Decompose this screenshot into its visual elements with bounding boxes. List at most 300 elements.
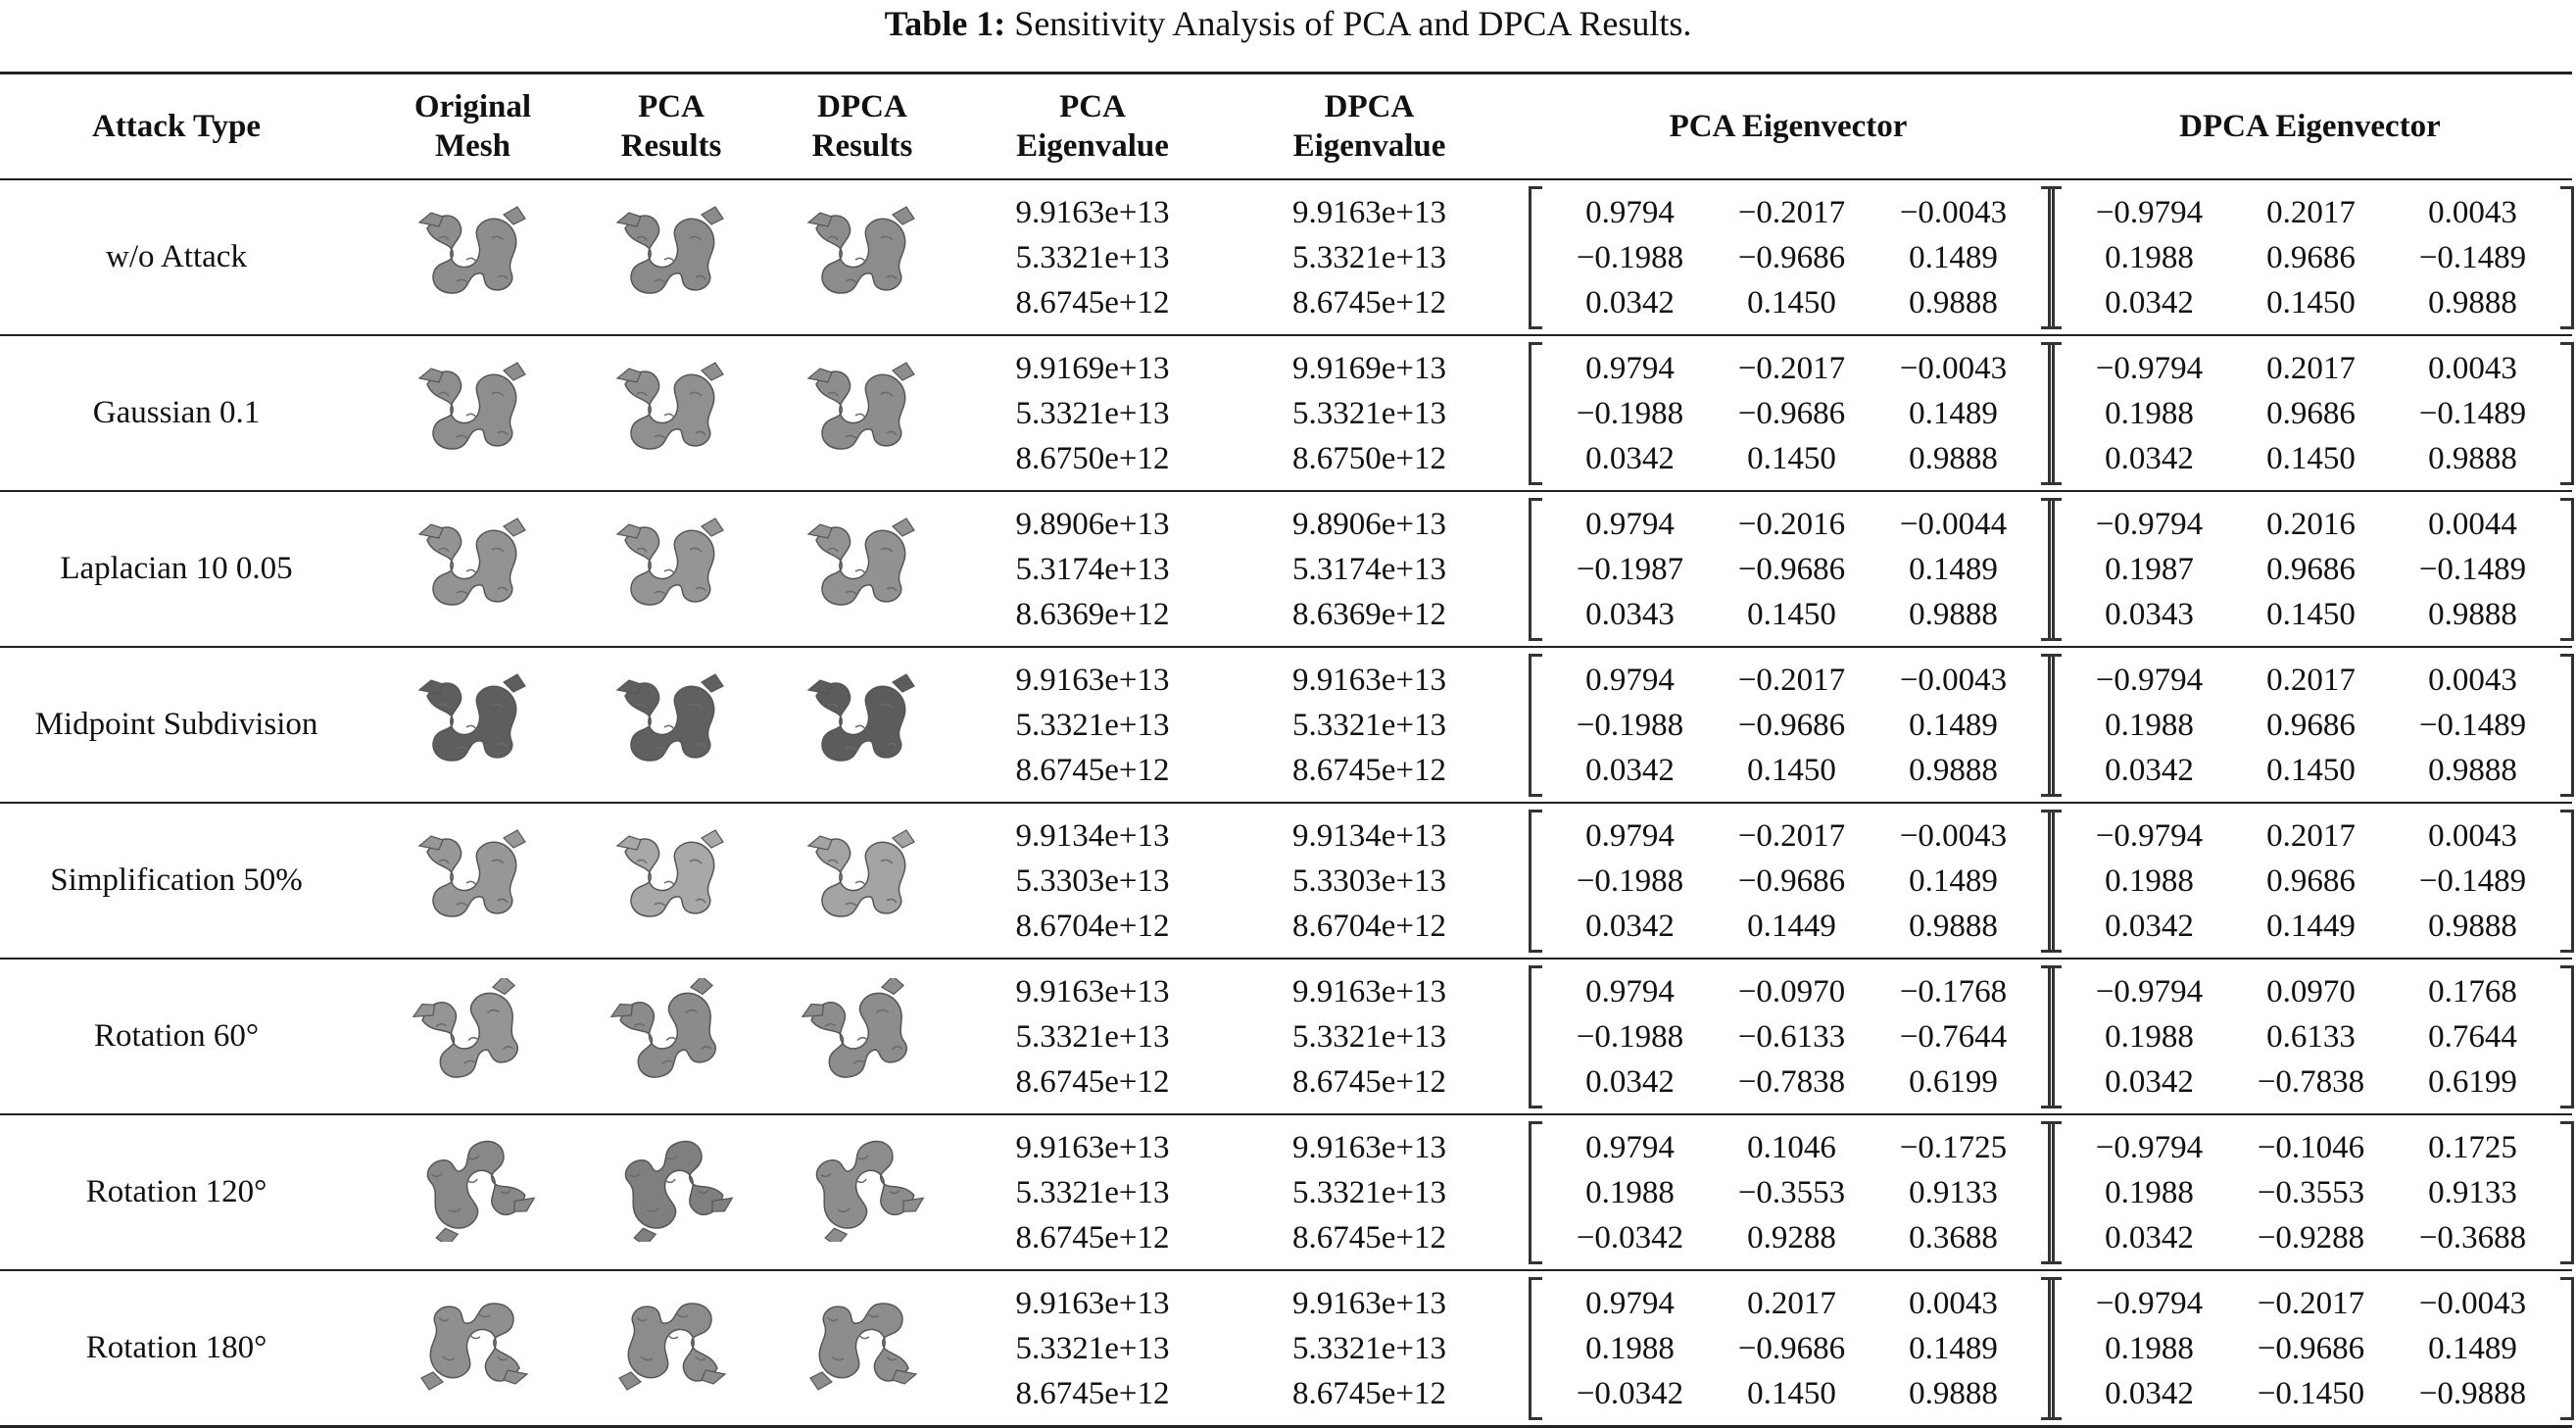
original-mesh-image-wrap bbox=[410, 1134, 537, 1251]
eigenvalue-entry: 8.6745e+12 bbox=[1015, 1375, 1170, 1411]
matrix-entry: 0.1988 bbox=[2105, 1018, 2194, 1055]
matrix-entry: −0.0342 bbox=[1576, 1219, 1684, 1256]
original-mesh-image bbox=[353, 959, 593, 1114]
matrix-row bbox=[1549, 1215, 2034, 1260]
matrix-entry: 0.0342 bbox=[2105, 908, 2194, 944]
pca-eigenvector-cell bbox=[1529, 803, 2048, 959]
dpca-result-image-wrap bbox=[799, 1134, 926, 1251]
matrix-entry: 0.9888 bbox=[2428, 752, 2517, 788]
pca-result-image bbox=[593, 647, 750, 803]
matrix-entry: 0.0043 bbox=[2428, 194, 2517, 230]
eigenvalue-entry: 5.3321e+13 bbox=[1015, 395, 1170, 431]
matrix-row bbox=[2068, 904, 2553, 949]
matrix-entry: 0.9686 bbox=[2266, 551, 2356, 587]
original-mesh-image-wrap bbox=[410, 511, 537, 627]
matrix-entry: −0.1489 bbox=[2418, 551, 2527, 587]
matrix-entry: 0.9133 bbox=[2428, 1174, 2517, 1210]
matrix-row bbox=[1549, 1326, 2034, 1371]
dragon-mesh-thumbnail bbox=[608, 1290, 735, 1398]
table-caption bbox=[0, 0, 2576, 45]
dpca-result-image-wrap bbox=[799, 666, 926, 783]
matrix-entry: 0.9888 bbox=[1909, 596, 1998, 632]
matrix-entry: 0.9888 bbox=[2428, 908, 2517, 944]
dpca-eigenvector-cell-matrix bbox=[2048, 654, 2574, 797]
bracket-cap bbox=[2560, 186, 2574, 189]
dpca-result-image bbox=[750, 179, 975, 335]
matrix-entry: −0.1489 bbox=[2418, 707, 2527, 743]
matrix-row bbox=[2068, 859, 2553, 904]
matrix-entry: 0.1449 bbox=[1747, 908, 1836, 944]
pca-eigenvector-cell-matrix bbox=[1529, 498, 2055, 641]
pca-result-image-wrap bbox=[608, 511, 735, 627]
dpca-eigenvalue-cell bbox=[1210, 959, 1529, 1114]
matrix-entry: −0.0043 bbox=[1899, 662, 2008, 698]
pca-eigenvalue-cell bbox=[975, 335, 1210, 491]
header-pca-eigenvalue-line1: PCA bbox=[1059, 89, 1126, 124]
bracket-cap bbox=[2560, 794, 2574, 797]
matrix-entry: −0.1489 bbox=[2418, 862, 2527, 899]
dpca-eigenvalue-cell-values bbox=[1210, 346, 1529, 481]
header-pca-eigenvector: PCA Eigenvector bbox=[1529, 74, 2048, 179]
matrix-entry: 0.1988 bbox=[2105, 707, 2194, 743]
dpca-eigenvalue-cell bbox=[1210, 491, 1529, 647]
pca-eigenvalue-cell-values bbox=[975, 969, 1210, 1105]
matrix-row bbox=[2068, 346, 2553, 391]
matrix-entry: 0.0342 bbox=[2105, 752, 2194, 788]
eigenvalue-entry: 5.3321e+13 bbox=[1015, 707, 1170, 743]
pca-result-image bbox=[593, 1270, 750, 1427]
pca-eigenvector-cell bbox=[1529, 647, 2048, 803]
matrix-row bbox=[1549, 1371, 2034, 1416]
matrix-entry: −0.9686 bbox=[2257, 1330, 2365, 1366]
matrix-row bbox=[2068, 1281, 2553, 1326]
matrix-entry: 0.9686 bbox=[2266, 395, 2356, 431]
matrix-entry: 0.0342 bbox=[2105, 1375, 2194, 1411]
pca-result-image bbox=[593, 335, 750, 491]
original-mesh-image bbox=[353, 803, 593, 959]
matrix-entry: −0.0043 bbox=[1899, 350, 2008, 386]
eigenvalue-entry: 9.9163e+13 bbox=[1291, 194, 1446, 230]
matrix-entry: −0.3553 bbox=[1737, 1174, 1846, 1210]
header-dpca-eigenvalue-line2: Eigenvalue bbox=[1292, 128, 1446, 164]
matrix-entry: −0.1489 bbox=[2418, 395, 2527, 431]
eigenvalue-entry: 8.6745e+12 bbox=[1015, 1219, 1170, 1256]
bracket-cap bbox=[2560, 950, 2574, 953]
header-pca-results-line2: Results bbox=[620, 128, 722, 164]
matrix-entry: −0.1988 bbox=[1576, 395, 1684, 431]
matrix-entry: 0.0043 bbox=[2428, 350, 2517, 386]
pca-eigenvalue-cell-values bbox=[975, 1125, 1210, 1260]
matrix-row bbox=[2068, 1014, 2553, 1059]
pca-eigenvector-cell-matrix bbox=[1529, 810, 2055, 953]
matrix-entry: 0.0342 bbox=[2105, 1063, 2194, 1100]
original-mesh-image bbox=[353, 647, 593, 803]
matrix-entry: 0.9794 bbox=[1585, 817, 1675, 854]
matrix-entry: −0.9686 bbox=[1737, 707, 1846, 743]
original-mesh-image-wrap bbox=[410, 1290, 537, 1406]
matrix-entry: −0.1988 bbox=[1576, 862, 1684, 899]
attack-type-cell: Gaussian 0.1 bbox=[0, 335, 353, 491]
attack-type-cell: Simplification 50% bbox=[0, 803, 353, 959]
dpca-result-image-wrap bbox=[799, 511, 926, 627]
dragon-mesh-thumbnail bbox=[608, 1134, 735, 1242]
dpca-eigenvector-cell bbox=[2048, 1114, 2572, 1270]
matrix-entry: −0.2017 bbox=[1737, 194, 1846, 230]
pca-result-image-wrap bbox=[608, 1290, 735, 1406]
matrix-entry: −0.0043 bbox=[2418, 1285, 2527, 1321]
matrix-entry: 0.2017 bbox=[2266, 817, 2356, 854]
matrix-row bbox=[1549, 280, 2034, 325]
header-pca-results-line1: PCA bbox=[638, 89, 705, 124]
pca-eigenvalue-cell-values bbox=[975, 190, 1210, 325]
caption-text: Sensitivity Analysis of PCA and DPCA Results. bbox=[1014, 4, 1692, 43]
dpca-eigenvalue-cell-values bbox=[1210, 813, 1529, 949]
dpca-eigenvector-cell bbox=[2048, 335, 2572, 491]
eigenvalue-entry: 5.3303e+13 bbox=[1291, 862, 1446, 899]
matrix-row bbox=[2068, 969, 2553, 1014]
matrix-row bbox=[1549, 502, 2034, 547]
pca-result-image-wrap bbox=[608, 1134, 735, 1251]
matrix-row bbox=[1549, 859, 2034, 904]
sensitivity-table bbox=[0, 74, 2572, 1428]
eigenvalue-entry: 5.3321e+13 bbox=[1291, 239, 1446, 275]
table-body bbox=[0, 179, 2572, 1427]
matrix-entry: −0.1988 bbox=[1576, 707, 1684, 743]
pca-eigenvalue-cell-values bbox=[975, 1281, 1210, 1416]
matrix-entry: −0.9794 bbox=[2095, 662, 2204, 698]
matrix-row bbox=[2068, 813, 2553, 859]
header-original-mesh bbox=[353, 74, 593, 179]
matrix-entry: 0.3688 bbox=[1909, 1219, 1998, 1256]
pca-eigenvalue-cell bbox=[975, 179, 1210, 335]
matrix-entry: 0.0342 bbox=[2105, 1219, 2194, 1256]
dpca-eigenvector-cell bbox=[2048, 647, 2572, 803]
matrix-entry: −0.9794 bbox=[2095, 350, 2204, 386]
matrix-entry: 0.1489 bbox=[1909, 1330, 1998, 1366]
dragon-mesh-thumbnail bbox=[410, 1290, 537, 1398]
matrix-entry: −0.3688 bbox=[2418, 1219, 2527, 1256]
matrix-entry: 0.0342 bbox=[1585, 440, 1675, 476]
matrix-row bbox=[2068, 1059, 2553, 1105]
matrix-entry: −0.6133 bbox=[1737, 1018, 1846, 1055]
pca-result-image bbox=[593, 1114, 750, 1270]
matrix-entry: −0.9794 bbox=[2095, 506, 2204, 542]
matrix-entry: 0.7644 bbox=[2428, 1018, 2517, 1055]
matrix-entry: −0.1450 bbox=[2257, 1375, 2365, 1411]
bracket-cap bbox=[2560, 482, 2574, 485]
eigenvalue-entry: 9.9163e+13 bbox=[1015, 662, 1170, 698]
matrix-entry: 0.1450 bbox=[1747, 596, 1836, 632]
eigenvalue-entry: 9.9163e+13 bbox=[1015, 1129, 1170, 1165]
dpca-eigenvector-cell bbox=[2048, 803, 2572, 959]
table-row bbox=[0, 959, 2572, 1114]
matrix-entry: −0.9888 bbox=[2418, 1375, 2527, 1411]
matrix-entry: −0.1046 bbox=[2257, 1129, 2365, 1165]
matrix-row bbox=[1549, 346, 2034, 391]
eigenvalue-entry: 9.9163e+13 bbox=[1291, 662, 1446, 698]
eigenvalue-entry: 9.8906e+13 bbox=[1291, 506, 1446, 542]
pca-result-image-wrap bbox=[608, 822, 735, 939]
matrix-entry: 0.9288 bbox=[1747, 1219, 1836, 1256]
matrix-entry: 0.9686 bbox=[2266, 239, 2356, 275]
dpca-result-image bbox=[750, 491, 975, 647]
bracket-cap bbox=[2560, 1106, 2574, 1108]
eigenvalue-entry: 5.3321e+13 bbox=[1015, 1330, 1170, 1366]
matrix-entry: −0.0043 bbox=[1899, 194, 2008, 230]
dragon-mesh-thumbnail bbox=[799, 822, 926, 930]
original-mesh-image-wrap bbox=[410, 666, 537, 783]
matrix-row bbox=[1549, 1281, 2034, 1326]
eigenvalue-entry: 8.6745e+12 bbox=[1015, 284, 1170, 320]
matrix-entry: 0.0342 bbox=[2105, 284, 2194, 320]
attack-type-cell: Rotation 180° bbox=[0, 1270, 353, 1427]
dpca-result-image bbox=[750, 803, 975, 959]
matrix-row bbox=[2068, 502, 2553, 547]
dragon-mesh-thumbnail bbox=[608, 666, 735, 774]
eigenvalue-entry: 5.3321e+13 bbox=[1015, 239, 1170, 275]
pca-result-image bbox=[593, 803, 750, 959]
header-attack-type: Attack Type bbox=[0, 74, 353, 179]
matrix-entry: −0.9686 bbox=[1737, 1330, 1846, 1366]
matrix-entry: 0.0043 bbox=[1909, 1285, 1998, 1321]
pca-result-image-wrap bbox=[608, 199, 735, 316]
matrix-entry: 0.1450 bbox=[1747, 284, 1836, 320]
matrix-entry: 0.1046 bbox=[1747, 1129, 1836, 1165]
eigenvalue-entry: 8.6704e+12 bbox=[1015, 908, 1170, 944]
dpca-eigenvector-cell bbox=[2048, 179, 2572, 335]
dpca-result-image bbox=[750, 959, 975, 1114]
eigenvalue-entry: 8.6745e+12 bbox=[1015, 1063, 1170, 1100]
matrix-entry: −0.0043 bbox=[1899, 817, 2008, 854]
caption-label: Table 1: bbox=[884, 4, 1006, 43]
dragon-mesh-thumbnail bbox=[410, 511, 537, 618]
matrix-entry: 0.0043 bbox=[2428, 662, 2517, 698]
attack-type-cell: w/o Attack bbox=[0, 179, 353, 335]
matrix-entry: −0.9288 bbox=[2257, 1219, 2365, 1256]
matrix-entry: 0.0343 bbox=[2105, 596, 2194, 632]
matrix-entry: −0.1988 bbox=[1576, 239, 1684, 275]
eigenvalue-entry: 5.3321e+13 bbox=[1015, 1174, 1170, 1210]
matrix-entry: −0.1987 bbox=[1576, 551, 1684, 587]
dpca-result-image-wrap bbox=[799, 355, 926, 471]
eigenvalue-entry: 9.8906e+13 bbox=[1015, 506, 1170, 542]
original-mesh-image-wrap bbox=[410, 978, 537, 1095]
pca-eigenvalue-cell bbox=[975, 1114, 1210, 1270]
matrix-entry: 0.9133 bbox=[1909, 1174, 1998, 1210]
dragon-mesh-thumbnail bbox=[410, 978, 537, 1086]
dpca-result-image bbox=[750, 1114, 975, 1270]
matrix-entry: 0.1725 bbox=[2428, 1129, 2517, 1165]
eigenvalue-entry: 8.6745e+12 bbox=[1291, 1063, 1446, 1100]
matrix-entry: 0.9794 bbox=[1585, 973, 1675, 1009]
matrix-entry: 0.9794 bbox=[1585, 1285, 1675, 1321]
matrix-entry: 0.0342 bbox=[1585, 1063, 1675, 1100]
dpca-eigenvalue-cell-values bbox=[1210, 190, 1529, 325]
dpca-eigenvalue-cell-values bbox=[1210, 658, 1529, 793]
matrix-entry: 0.2017 bbox=[2266, 662, 2356, 698]
dpca-eigenvalue-cell-values bbox=[1210, 969, 1529, 1105]
matrix-entry: −0.1725 bbox=[1899, 1129, 2008, 1165]
matrix-entry: 0.9794 bbox=[1585, 1129, 1675, 1165]
matrix-row bbox=[1549, 813, 2034, 859]
matrix-entry: −0.0970 bbox=[1737, 973, 1846, 1009]
matrix-row bbox=[2068, 1371, 2553, 1416]
attack-type-cell: Laplacian 10 0.05 bbox=[0, 491, 353, 647]
matrix-row bbox=[2068, 391, 2553, 436]
dragon-mesh-thumbnail bbox=[608, 822, 735, 930]
matrix-row bbox=[1549, 1125, 2034, 1170]
table-row bbox=[0, 335, 2572, 491]
eigenvalue-entry: 5.3321e+13 bbox=[1291, 707, 1446, 743]
matrix-entry: −0.2017 bbox=[1737, 662, 1846, 698]
eigenvalue-entry: 8.6745e+12 bbox=[1291, 1375, 1446, 1411]
eigenvalue-entry: 5.3321e+13 bbox=[1015, 1018, 1170, 1055]
bracket-cap bbox=[2560, 638, 2574, 641]
dragon-mesh-thumbnail bbox=[799, 199, 926, 307]
matrix-entry: −0.1988 bbox=[1576, 1018, 1684, 1055]
header-dpca-eigenvalue-line1: DPCA bbox=[1324, 89, 1415, 124]
matrix-entry: 0.1489 bbox=[1909, 862, 1998, 899]
pca-eigenvector-cell-matrix bbox=[1529, 965, 2055, 1108]
pca-eigenvalue-cell bbox=[975, 647, 1210, 803]
matrix-entry: 0.6199 bbox=[2428, 1063, 2517, 1100]
matrix-entry: −0.9686 bbox=[1737, 395, 1846, 431]
header-original-mesh-line2: Mesh bbox=[435, 128, 510, 164]
matrix-entry: 0.1489 bbox=[1909, 395, 1998, 431]
dpca-result-image-wrap bbox=[799, 1290, 926, 1406]
matrix-entry: −0.2017 bbox=[2257, 1285, 2365, 1321]
pca-eigenvalue-cell-values bbox=[975, 502, 1210, 637]
header-original-mesh-line1: Original bbox=[413, 89, 532, 124]
dpca-eigenvalue-cell bbox=[1210, 1270, 1529, 1427]
original-mesh-image bbox=[353, 1270, 593, 1427]
table-row bbox=[0, 1114, 2572, 1270]
dragon-mesh-thumbnail bbox=[799, 511, 926, 618]
dpca-eigenvector-cell-matrix bbox=[2048, 810, 2574, 953]
attack-type-cell: Rotation 60° bbox=[0, 959, 353, 1114]
matrix-row bbox=[2068, 1326, 2553, 1371]
matrix-entry: 0.0342 bbox=[1585, 752, 1675, 788]
dpca-result-image bbox=[750, 335, 975, 491]
matrix-row bbox=[1549, 1014, 2034, 1059]
table-row bbox=[0, 491, 2572, 647]
pca-eigenvector-cell bbox=[1529, 179, 2048, 335]
matrix-entry: −0.2017 bbox=[1737, 350, 1846, 386]
bracket-cap bbox=[2560, 1417, 2574, 1420]
matrix-entry: 0.9888 bbox=[1909, 440, 1998, 476]
eigenvalue-entry: 9.9163e+13 bbox=[1291, 1285, 1446, 1321]
matrix-entry: 0.0043 bbox=[2428, 817, 2517, 854]
matrix-entry: 0.9888 bbox=[2428, 440, 2517, 476]
bracket-cap bbox=[2560, 326, 2574, 329]
dpca-result-image bbox=[750, 647, 975, 803]
dragon-mesh-thumbnail bbox=[799, 666, 926, 774]
pca-eigenvector-cell-matrix bbox=[1529, 1121, 2055, 1264]
matrix-row bbox=[2068, 190, 2553, 235]
matrix-row bbox=[2068, 235, 2553, 280]
header-dpca-eigenvector: DPCA Eigenvector bbox=[2048, 74, 2572, 179]
table-row bbox=[0, 179, 2572, 335]
dpca-eigenvalue-cell bbox=[1210, 335, 1529, 491]
matrix-row bbox=[2068, 658, 2553, 703]
dpca-eigenvector-cell bbox=[2048, 1270, 2572, 1427]
pca-result-image bbox=[593, 491, 750, 647]
matrix-row bbox=[1549, 190, 2034, 235]
matrix-entry: 0.1450 bbox=[1747, 752, 1836, 788]
pca-eigenvalue-cell-values bbox=[975, 813, 1210, 949]
matrix-entry: 0.9888 bbox=[1909, 752, 1998, 788]
bracket-cap bbox=[2560, 1121, 2574, 1124]
matrix-entry: −0.2017 bbox=[1737, 817, 1846, 854]
matrix-row bbox=[1549, 436, 2034, 481]
original-mesh-image bbox=[353, 491, 593, 647]
matrix-entry: 0.0342 bbox=[2105, 440, 2194, 476]
matrix-entry: 0.9888 bbox=[1909, 1375, 1998, 1411]
matrix-row bbox=[1549, 658, 2034, 703]
eigenvalue-entry: 8.6704e+12 bbox=[1291, 908, 1446, 944]
matrix-entry: 0.9888 bbox=[1909, 908, 1998, 944]
pca-eigenvector-cell-matrix bbox=[1529, 654, 2055, 797]
eigenvalue-entry: 9.9163e+13 bbox=[1015, 194, 1170, 230]
header-pca-eigenvalue-line2: Eigenvalue bbox=[1016, 128, 1169, 164]
eigenvalue-entry: 9.9163e+13 bbox=[1291, 1129, 1446, 1165]
matrix-entry: 0.0342 bbox=[1585, 908, 1675, 944]
matrix-entry: 0.9794 bbox=[1585, 506, 1675, 542]
dragon-mesh-thumbnail bbox=[799, 1290, 926, 1398]
header-dpca-results-line1: DPCA bbox=[817, 89, 907, 124]
matrix-entry: −0.7644 bbox=[1899, 1018, 2008, 1055]
matrix-entry: 0.1988 bbox=[2105, 239, 2194, 275]
eigenvalue-entry: 8.6745e+12 bbox=[1015, 752, 1170, 788]
matrix-row bbox=[2068, 1215, 2553, 1260]
dpca-eigenvalue-cell bbox=[1210, 179, 1529, 335]
dpca-eigenvector-cell-matrix bbox=[2048, 342, 2574, 485]
matrix-entry: 0.2016 bbox=[2266, 506, 2356, 542]
matrix-row bbox=[2068, 280, 2553, 325]
pca-eigenvector-cell-matrix bbox=[1529, 1277, 2055, 1420]
header-dpca-results bbox=[750, 74, 975, 179]
matrix-entry: −0.1768 bbox=[1899, 973, 2008, 1009]
eigenvalue-entry: 9.9169e+13 bbox=[1291, 350, 1446, 386]
matrix-entry: −0.9794 bbox=[2095, 1285, 2204, 1321]
matrix-entry: 0.1489 bbox=[1909, 551, 1998, 587]
pca-result-image bbox=[593, 959, 750, 1114]
dragon-mesh-thumbnail bbox=[608, 199, 735, 307]
table-row bbox=[0, 1270, 2572, 1427]
matrix-entry: −0.9794 bbox=[2095, 817, 2204, 854]
pca-result-image-wrap bbox=[608, 978, 735, 1095]
matrix-entry: −0.9794 bbox=[2095, 973, 2204, 1009]
original-mesh-image bbox=[353, 335, 593, 491]
matrix-entry: 0.1489 bbox=[1909, 239, 1998, 275]
dragon-mesh-thumbnail bbox=[608, 355, 735, 463]
pca-eigenvector-cell bbox=[1529, 1270, 2048, 1427]
dpca-eigenvector-cell-matrix bbox=[2048, 1121, 2574, 1264]
eigenvalue-entry: 5.3321e+13 bbox=[1291, 1018, 1446, 1055]
pca-eigenvector-cell-matrix bbox=[1529, 186, 2055, 329]
pca-result-image-wrap bbox=[608, 666, 735, 783]
matrix-entry: −0.7838 bbox=[2257, 1063, 2365, 1100]
dpca-result-image-wrap bbox=[799, 978, 926, 1095]
matrix-entry: 0.1988 bbox=[2105, 862, 2194, 899]
dragon-mesh-thumbnail bbox=[410, 1134, 537, 1242]
matrix-entry: 0.2017 bbox=[2266, 350, 2356, 386]
dpca-eigenvalue-cell bbox=[1210, 803, 1529, 959]
original-mesh-image bbox=[353, 1114, 593, 1270]
matrix-row bbox=[2068, 703, 2553, 748]
matrix-entry: 0.9794 bbox=[1585, 350, 1675, 386]
matrix-row bbox=[2068, 1170, 2553, 1215]
